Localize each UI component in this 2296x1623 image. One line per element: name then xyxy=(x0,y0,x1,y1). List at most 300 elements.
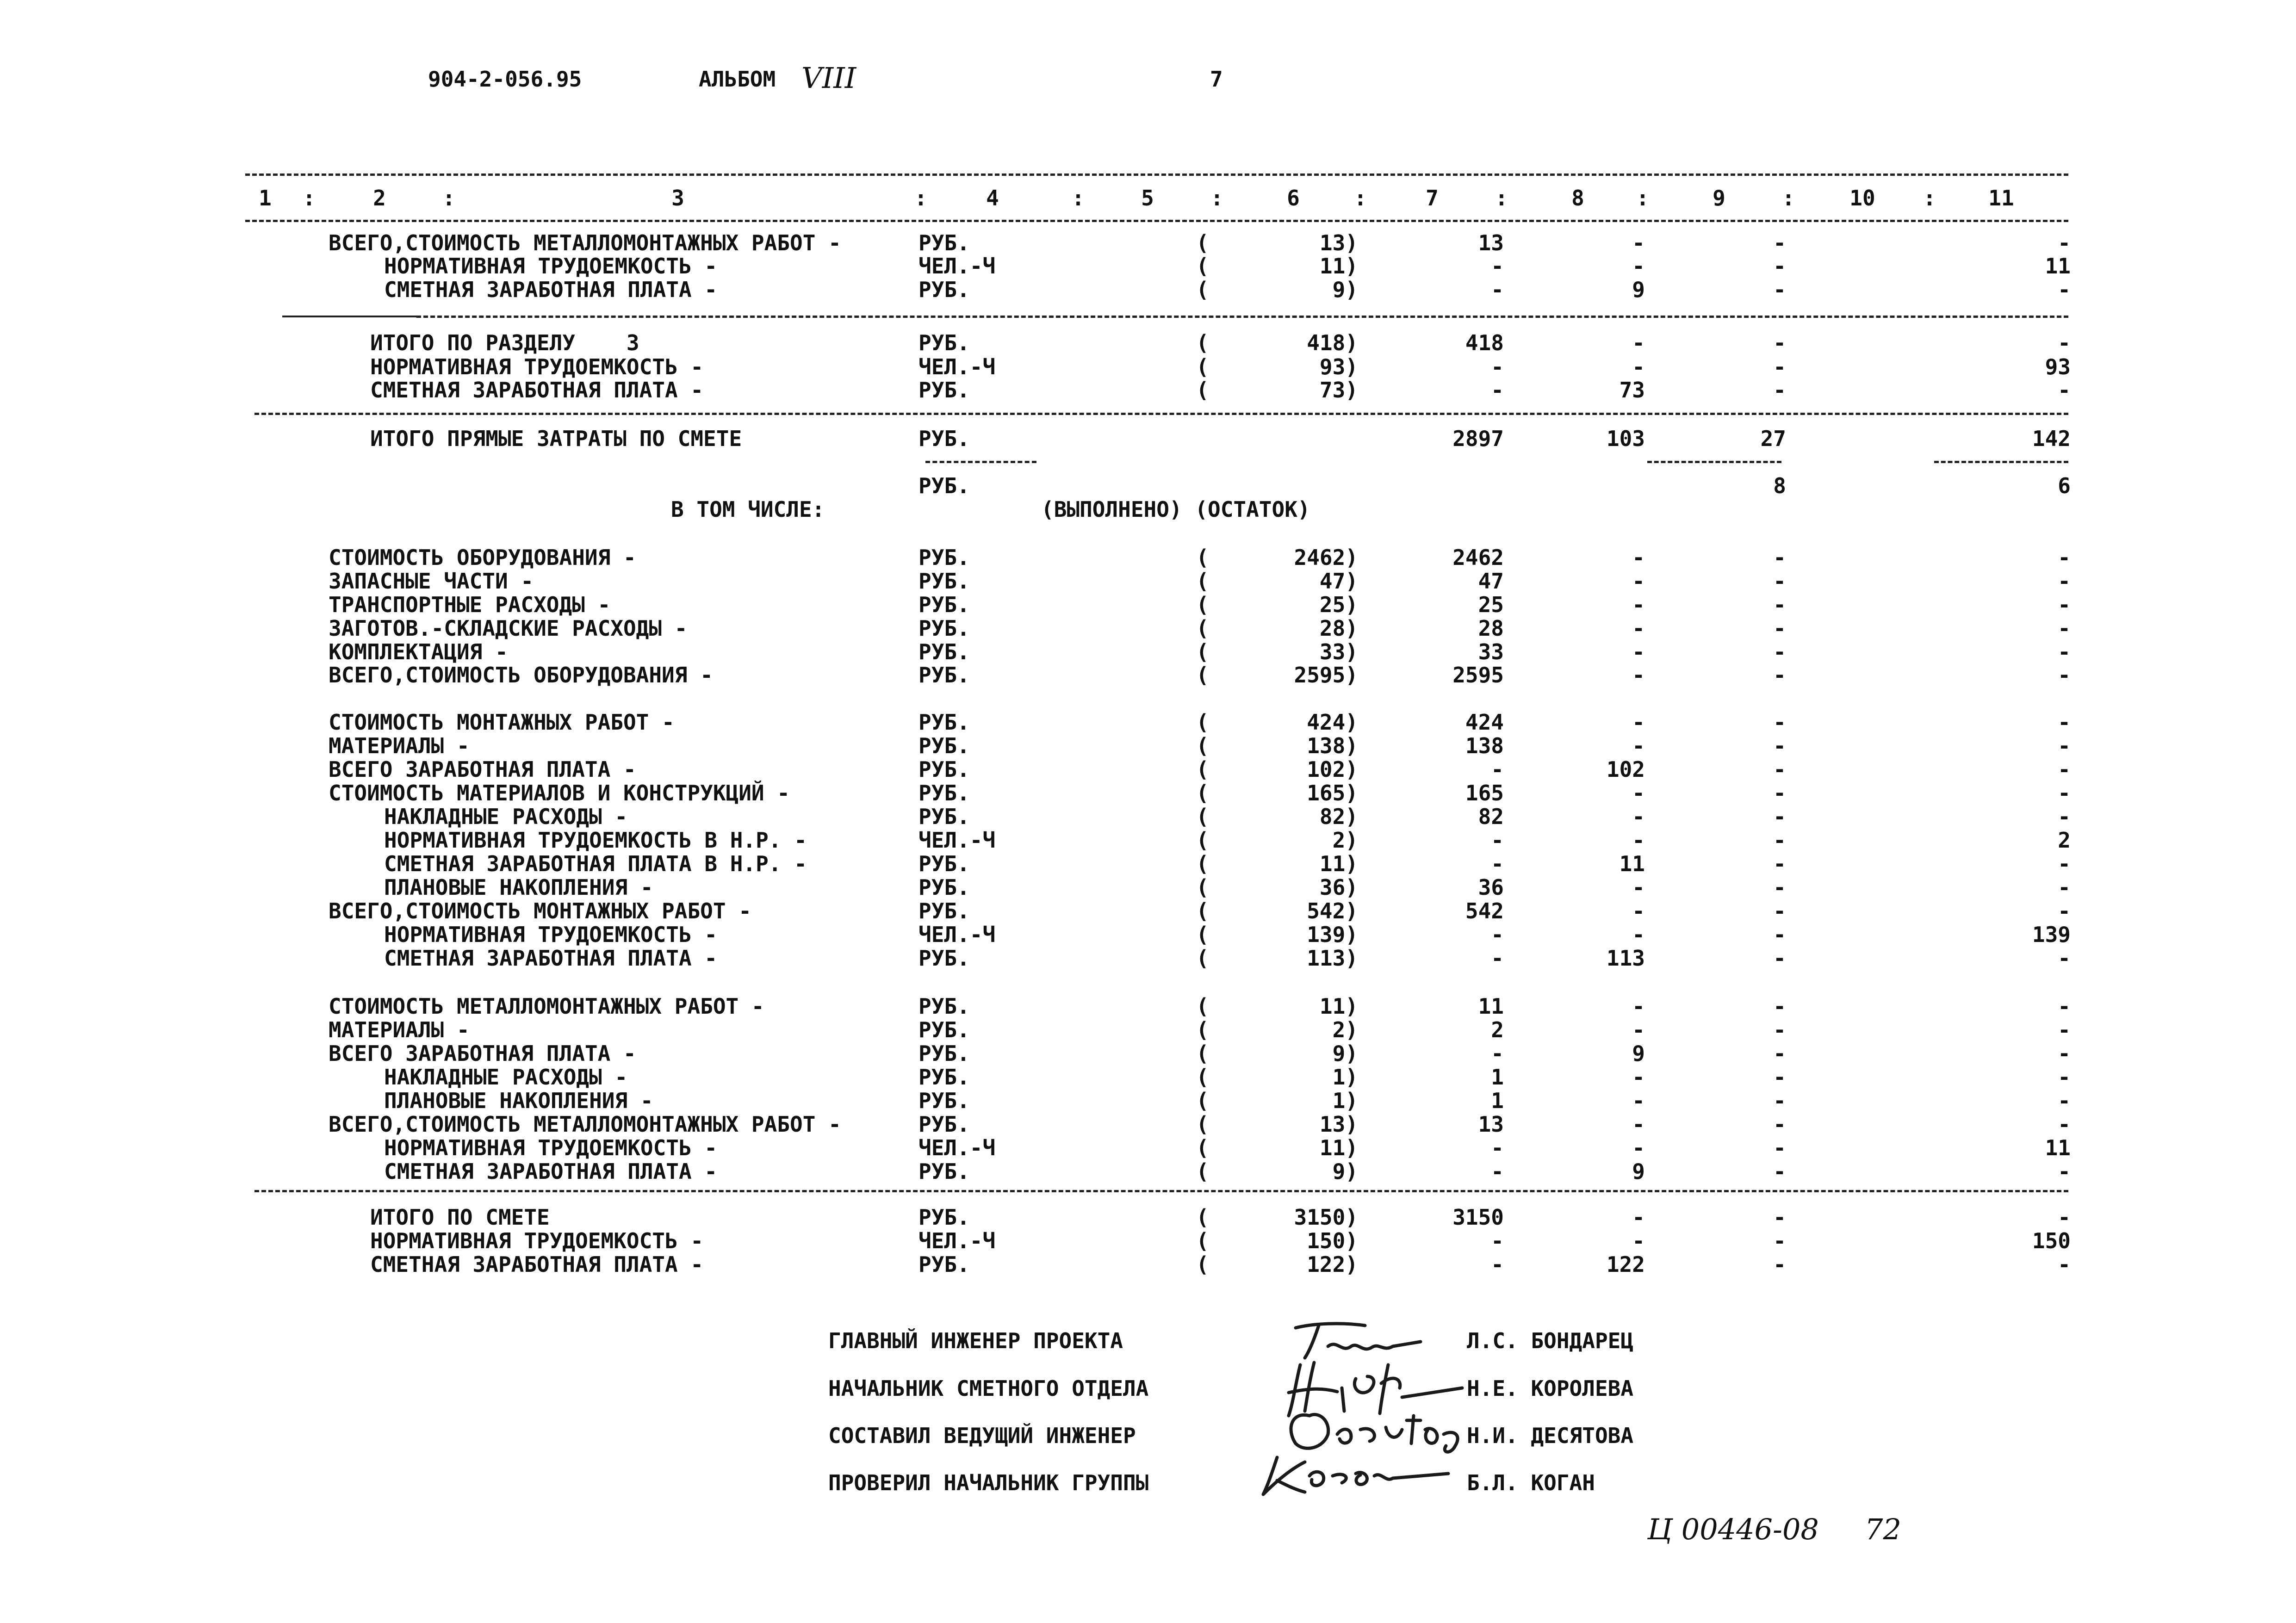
row-col6: 82) xyxy=(1319,804,1358,829)
row-col6: 165) xyxy=(1307,781,1358,805)
row-paren: ( xyxy=(1196,1228,1209,1253)
row-col9: - xyxy=(1773,330,1786,355)
row-label: НОРМАТИВНАЯ ТРУДОЕМКОСТЬ - xyxy=(384,254,718,279)
row-paren: ( xyxy=(1196,781,1209,805)
row-col11: 6 xyxy=(2058,473,2071,498)
row-col8: - xyxy=(1632,569,1645,594)
row-col7: 2897 xyxy=(1452,426,1504,451)
row-col11: 150 xyxy=(2032,1228,2071,1253)
row-col7: - xyxy=(1491,757,1504,782)
row-col7: 3150 xyxy=(1452,1205,1504,1230)
row-label: МАТЕРИАЛЫ - xyxy=(329,1017,470,1042)
row-col7: 36 xyxy=(1478,875,1504,900)
row-paren: ( xyxy=(1196,330,1209,355)
row-col11: - xyxy=(2058,330,2071,355)
row-unit: ЧЕЛ.-Ч xyxy=(918,922,996,947)
row-col11: - xyxy=(2058,1065,2071,1090)
row-col7: 47 xyxy=(1478,569,1504,594)
row-col6: 113) xyxy=(1307,946,1358,971)
row-col11: - xyxy=(2058,875,2071,900)
row-col8: - xyxy=(1632,710,1645,735)
row-unit: РУБ. xyxy=(918,1252,970,1277)
row-col7: 33 xyxy=(1478,639,1504,664)
row-unit: РУБ. xyxy=(918,616,970,641)
row-col8: - xyxy=(1632,1228,1645,1253)
section-rule xyxy=(282,316,416,317)
row-label: КОМПЛЕКТАЦИЯ - xyxy=(329,639,508,664)
row-col9: - xyxy=(1773,277,1786,302)
row-unit: РУБ. xyxy=(918,277,970,302)
row-col9: - xyxy=(1773,1112,1786,1137)
row-col7: - xyxy=(1491,354,1504,379)
row-unit: ЧЕЛ.-Ч xyxy=(918,1135,996,1160)
row-col8: 103 xyxy=(1606,426,1645,451)
row-col9: - xyxy=(1773,710,1786,735)
row-label: ПЛАНОВЫЕ НАКОПЛЕНИЯ - xyxy=(384,1088,653,1113)
row-paren: ( xyxy=(1196,733,1209,758)
row-label: НОРМАТИВНАЯ ТРУДОЕМКОСТЬ - xyxy=(370,1228,704,1253)
row-col8: 9 xyxy=(1632,1041,1645,1066)
row-col6: 13) xyxy=(1319,1112,1358,1137)
row-paren: ( xyxy=(1196,277,1209,302)
row-label: НОРМАТИВНАЯ ТРУДОЕМКОСТЬ В Н.Р. - xyxy=(384,828,807,853)
col-7: 7 xyxy=(1426,186,1439,211)
row-col7: - xyxy=(1491,254,1504,279)
row-col8: 9 xyxy=(1632,1159,1645,1184)
row-label: НОРМАТИВНАЯ ТРУДОЕМКОСТЬ - xyxy=(384,1135,718,1160)
row-col7: 2595 xyxy=(1452,663,1504,688)
row-unit: РУБ. xyxy=(918,230,970,255)
row-unit: РУБ. xyxy=(918,545,970,570)
row-col7: - xyxy=(1491,1228,1504,1253)
row-col7: 1 xyxy=(1491,1088,1504,1113)
row-col9: - xyxy=(1773,1228,1786,1253)
row-col9: - xyxy=(1773,875,1786,900)
row-col8: - xyxy=(1632,1135,1645,1160)
row-label: СМЕТНАЯ ЗАРАБОТНАЯ ПЛАТА - xyxy=(384,1159,718,1184)
row-col7: 424 xyxy=(1465,710,1504,735)
row-paren: ( xyxy=(1196,851,1209,876)
album-number-handwritten: VIII xyxy=(801,61,856,95)
row-paren: ( xyxy=(1196,828,1209,853)
row-col7: - xyxy=(1491,1135,1504,1160)
row-col11: - xyxy=(2058,1159,2071,1184)
col-sep: : xyxy=(1072,186,1085,211)
row-col9: - xyxy=(1773,1159,1786,1184)
row-col6: 542) xyxy=(1307,898,1358,923)
row-col7: - xyxy=(1491,1252,1504,1277)
col-sep: : xyxy=(442,186,455,211)
row-paren: ( xyxy=(1196,1041,1209,1066)
row-col11: - xyxy=(2058,1205,2071,1230)
row-col6: 1) xyxy=(1332,1065,1358,1090)
row-col6: 9) xyxy=(1332,1041,1358,1066)
row-paren: ( xyxy=(1196,1205,1209,1230)
doc-code: 904-2-056.95 xyxy=(428,67,582,92)
row-label: СМЕТНАЯ ЗАРАБОТНАЯ ПЛАТА - xyxy=(384,277,718,302)
row-unit: РУБ. xyxy=(918,1088,970,1113)
row-col9: - xyxy=(1773,828,1786,853)
row-col9: - xyxy=(1773,592,1786,617)
row-col6: 2462) xyxy=(1294,545,1358,570)
row-col11: - xyxy=(2058,1088,2071,1113)
row-label: ВСЕГО,СТОИМОСТЬ МОНТАЖНЫХ РАБОТ - xyxy=(329,898,751,923)
row-unit: РУБ. xyxy=(918,473,970,498)
row-col11: - xyxy=(2058,616,2071,641)
col-2: 2 xyxy=(373,186,386,211)
row-col6: 25) xyxy=(1319,592,1358,617)
row-col7: - xyxy=(1491,277,1504,302)
row-col11: - xyxy=(2058,230,2071,255)
row-paren: ( xyxy=(1196,616,1209,641)
row-col6: 2) xyxy=(1332,828,1358,853)
row-label: ИТОГО ПРЯМЫЕ ЗАТРАТЫ ПО СМЕТЕ xyxy=(370,426,742,451)
signature-kogan xyxy=(1259,1443,1453,1504)
row-col7: - xyxy=(1491,922,1504,947)
row-col8: - xyxy=(1632,230,1645,255)
row-label: ПЛАНОВЫЕ НАКОПЛЕНИЯ - xyxy=(384,875,653,900)
signature-role: ПРОВЕРИЛ НАЧАЛЬНИК ГРУППЫ xyxy=(828,1470,1149,1495)
col-sep: : xyxy=(1210,186,1223,211)
row-col11: - xyxy=(2058,378,2071,403)
row-paren: ( xyxy=(1196,875,1209,900)
row-col8: - xyxy=(1632,733,1645,758)
row-col9: - xyxy=(1773,254,1786,279)
row-paren: ( xyxy=(1196,663,1209,688)
row-col6: 9) xyxy=(1332,277,1358,302)
row-col6: 13) xyxy=(1319,230,1358,255)
signature-role: ГЛАВНЫЙ ИНЖЕНЕР ПРОЕКТА xyxy=(828,1328,1123,1353)
row-paren: ( xyxy=(1196,804,1209,829)
row-unit: РУБ. xyxy=(918,994,970,1019)
section-rule xyxy=(254,413,2068,415)
row-paren: ( xyxy=(1196,1088,1209,1113)
row-col6: 28) xyxy=(1319,616,1358,641)
row-paren: ( xyxy=(1196,994,1209,1019)
row-unit: РУБ. xyxy=(918,330,970,355)
archive-code: Ц 00446-08 xyxy=(1647,1512,1819,1546)
row-col6: 424) xyxy=(1307,710,1358,735)
row-col8: - xyxy=(1632,354,1645,379)
row-unit: ЧЕЛ.-Ч xyxy=(918,1228,996,1253)
row-col7: 82 xyxy=(1478,804,1504,829)
row-unit: РУБ. xyxy=(918,733,970,758)
row-col8: 9 xyxy=(1632,277,1645,302)
row-col9: 8 xyxy=(1773,473,1786,498)
row-col6: 36) xyxy=(1319,875,1358,900)
row-paren: ( xyxy=(1196,639,1209,664)
row-col6: 1) xyxy=(1332,1088,1358,1113)
row-unit: РУБ. xyxy=(918,875,970,900)
row-paren: ( xyxy=(1196,378,1209,403)
header-bottom-rule xyxy=(245,220,2068,222)
row-col6: 73) xyxy=(1319,378,1358,403)
row-col7: 13 xyxy=(1478,230,1504,255)
row-unit: ЧЕЛ.-Ч xyxy=(918,254,996,279)
col-8: 8 xyxy=(1571,186,1584,211)
row-label: СМЕТНАЯ ЗАРАБОТНАЯ ПЛАТА В Н.Р. - xyxy=(384,851,807,876)
row-col7: 165 xyxy=(1465,781,1504,805)
row-col9: - xyxy=(1773,922,1786,947)
row-col8: - xyxy=(1632,254,1645,279)
row-col7: 13 xyxy=(1478,1112,1504,1137)
row-col9: - xyxy=(1773,804,1786,829)
row-col9: - xyxy=(1773,569,1786,594)
row-label: СМЕТНАЯ ЗАРАБОТНАЯ ПЛАТА - xyxy=(384,946,718,971)
row-label: НОРМАТИВНАЯ ТРУДОЕМКОСТЬ - xyxy=(370,354,704,379)
subtotal-rule xyxy=(1647,461,1781,463)
row-col9: - xyxy=(1773,545,1786,570)
row-col6: 3150) xyxy=(1294,1205,1358,1230)
row-label: НАКЛАДНЫЕ РАСХОДЫ - xyxy=(384,1065,628,1090)
row-col11: - xyxy=(2058,639,2071,664)
row-col6: 150) xyxy=(1307,1228,1358,1253)
row-col9: - xyxy=(1773,1017,1786,1042)
row-col6: 138) xyxy=(1307,733,1358,758)
done-remaining-label: (ВЫПОЛНЕНО) (ОСТАТОК) xyxy=(1041,497,1310,522)
row-col8: - xyxy=(1632,994,1645,1019)
row-col7: - xyxy=(1491,378,1504,403)
row-col11: - xyxy=(2058,804,2071,829)
row-col11: - xyxy=(2058,757,2071,782)
row-col8: - xyxy=(1632,545,1645,570)
row-col8: - xyxy=(1632,330,1645,355)
col-11: 11 xyxy=(1988,186,2014,211)
row-paren: ( xyxy=(1196,354,1209,379)
row-col6: 11) xyxy=(1319,254,1358,279)
including-label: В ТОМ ЧИСЛЕ: xyxy=(671,497,825,522)
row-unit: РУБ. xyxy=(918,569,970,594)
row-label: ЗАПАСНЫЕ ЧАСТИ - xyxy=(329,569,534,594)
row-paren: ( xyxy=(1196,757,1209,782)
row-paren: ( xyxy=(1196,1065,1209,1090)
row-col11: - xyxy=(2058,946,2071,971)
row-col9: - xyxy=(1773,1088,1786,1113)
row-paren: ( xyxy=(1196,946,1209,971)
row-col6: 418) xyxy=(1307,330,1358,355)
row-col7: - xyxy=(1491,946,1504,971)
row-label: МАТЕРИАЛЫ - xyxy=(329,733,470,758)
row-col7: - xyxy=(1491,828,1504,853)
row-col11: - xyxy=(2058,851,2071,876)
row-col9: - xyxy=(1773,851,1786,876)
row-col7: 542 xyxy=(1465,898,1504,923)
row-unit: РУБ. xyxy=(918,710,970,735)
row-label: СТОИМОСТЬ МАТЕРИАЛОВ И КОНСТРУКЦИЙ - xyxy=(329,781,790,805)
row-col11: - xyxy=(2058,545,2071,570)
row-col7: 28 xyxy=(1478,616,1504,641)
row-col9: - xyxy=(1773,1135,1786,1160)
page-number: 7 xyxy=(1210,67,1223,92)
row-col11: 2 xyxy=(2058,828,2071,853)
row-col8: - xyxy=(1632,1088,1645,1113)
row-paren: ( xyxy=(1196,592,1209,617)
subtotal-rule xyxy=(925,461,1036,463)
col-sep: : xyxy=(1354,186,1367,211)
row-col7: 2 xyxy=(1491,1017,1504,1042)
row-col8: 113 xyxy=(1606,946,1645,971)
row-unit: РУБ. xyxy=(918,804,970,829)
row-col8: - xyxy=(1632,639,1645,664)
row-unit: РУБ. xyxy=(918,378,970,403)
row-col9: - xyxy=(1773,663,1786,688)
row-unit: РУБ. xyxy=(918,639,970,664)
row-col8: - xyxy=(1632,804,1645,829)
row-col8: - xyxy=(1632,898,1645,923)
subtotal-rule xyxy=(1934,461,2068,463)
row-col7: 25 xyxy=(1478,592,1504,617)
row-paren: ( xyxy=(1196,545,1209,570)
row-col9: - xyxy=(1773,616,1786,641)
signature-role: СОСТАВИЛ ВЕДУЩИЙ ИНЖЕНЕР xyxy=(828,1423,1136,1448)
col-sep: : xyxy=(1923,186,1936,211)
row-col9: - xyxy=(1773,733,1786,758)
row-col8: - xyxy=(1632,1017,1645,1042)
row-col11: - xyxy=(2058,569,2071,594)
row-label: СМЕТНАЯ ЗАРАБОТНАЯ ПЛАТА - xyxy=(370,1252,704,1277)
row-unit: РУБ. xyxy=(918,851,970,876)
row-paren: ( xyxy=(1196,1112,1209,1137)
col-sep: : xyxy=(914,186,927,211)
col-9: 9 xyxy=(1713,186,1725,211)
section-rule xyxy=(416,316,2068,318)
col-sep: : xyxy=(1636,186,1649,211)
row-col8: 122 xyxy=(1606,1252,1645,1277)
signature-name: Н.И. ДЕСЯТОВА xyxy=(1467,1423,1634,1448)
row-col11: - xyxy=(2058,898,2071,923)
row-col9: - xyxy=(1773,946,1786,971)
row-paren: ( xyxy=(1196,254,1209,279)
row-unit: РУБ. xyxy=(918,1041,970,1066)
row-col11: - xyxy=(2058,1041,2071,1066)
row-col6: 9) xyxy=(1332,1159,1358,1184)
row-col11: - xyxy=(2058,994,2071,1019)
section-rule xyxy=(254,1190,2068,1192)
row-paren: ( xyxy=(1196,1017,1209,1042)
row-col11: 139 xyxy=(2032,922,2071,947)
row-col6: 102) xyxy=(1307,757,1358,782)
row-col6: 122) xyxy=(1307,1252,1358,1277)
row-unit: ЧЕЛ.-Ч xyxy=(918,354,996,379)
row-label: ВСЕГО,СТОИМОСТЬ ОБОРУДОВАНИЯ - xyxy=(329,663,713,688)
row-label: ВСЕГО,СТОИМОСТЬ МЕТАЛЛОМОНТАЖНЫХ РАБОТ - xyxy=(329,1112,841,1137)
row-col11: 93 xyxy=(2045,354,2071,379)
row-col9: - xyxy=(1773,639,1786,664)
row-label: ТРАНСПОРТНЫЕ РАСХОДЫ - xyxy=(329,592,611,617)
row-col11: 142 xyxy=(2032,426,2071,451)
row-col11: 11 xyxy=(2045,254,2071,279)
row-col8: - xyxy=(1632,1205,1645,1230)
col-1: 1 xyxy=(259,186,272,211)
row-col11: - xyxy=(2058,1017,2071,1042)
row-paren: ( xyxy=(1196,710,1209,735)
row-unit: ЧЕЛ.-Ч xyxy=(918,828,996,853)
col-sep: : xyxy=(1782,186,1795,211)
row-col8: - xyxy=(1632,616,1645,641)
row-col11: 11 xyxy=(2045,1135,2071,1160)
row-col7: 11 xyxy=(1478,994,1504,1019)
row-col6: 33) xyxy=(1319,639,1358,664)
sheet-number: 72 xyxy=(1865,1512,1901,1546)
row-col7: 138 xyxy=(1465,733,1504,758)
row-paren: ( xyxy=(1196,230,1209,255)
row-label: СТОИМОСТЬ ОБОРУДОВАНИЯ - xyxy=(329,545,636,570)
row-paren: ( xyxy=(1196,1135,1209,1160)
row-unit: РУБ. xyxy=(918,592,970,617)
row-col8: - xyxy=(1632,1112,1645,1137)
row-unit: РУБ. xyxy=(918,757,970,782)
row-label: ИТОГО ПО СМЕТЕ xyxy=(370,1205,550,1230)
row-unit: РУБ. xyxy=(918,1112,970,1137)
row-col7: 418 xyxy=(1465,330,1504,355)
header-top-rule xyxy=(245,173,2068,176)
row-unit: РУБ. xyxy=(918,946,970,971)
row-col9: - xyxy=(1773,230,1786,255)
row-label: ВСЕГО,СТОИМОСТЬ МЕТАЛЛОМОНТАЖНЫХ РАБОТ - xyxy=(329,230,841,255)
row-unit: РУБ. xyxy=(918,1205,970,1230)
row-paren: ( xyxy=(1196,898,1209,923)
row-col11: - xyxy=(2058,733,2071,758)
row-unit: РУБ. xyxy=(918,663,970,688)
signature-name: Л.С. БОНДАРЕЦ xyxy=(1467,1328,1634,1353)
row-label: НОРМАТИВНАЯ ТРУДОЕМКОСТЬ - xyxy=(384,922,718,947)
row-label: ВСЕГО ЗАРАБОТНАЯ ПЛАТА - xyxy=(329,1041,636,1066)
row-unit: РУБ. xyxy=(918,1065,970,1090)
row-col6: 2) xyxy=(1332,1017,1358,1042)
row-col9: - xyxy=(1773,781,1786,805)
col-10: 10 xyxy=(1849,186,1875,211)
row-col11: - xyxy=(2058,1112,2071,1137)
row-col6: 11) xyxy=(1319,851,1358,876)
row-col7: - xyxy=(1491,851,1504,876)
row-unit: РУБ. xyxy=(918,426,970,451)
row-label: ЗАГОТОВ.-СКЛАДСКИЕ РАСХОДЫ - xyxy=(329,616,688,641)
col-3: 3 xyxy=(671,186,684,211)
row-unit: РУБ. xyxy=(918,1017,970,1042)
row-unit: РУБ. xyxy=(918,898,970,923)
row-paren: ( xyxy=(1196,569,1209,594)
row-col9: - xyxy=(1773,898,1786,923)
row-col8: 73 xyxy=(1619,378,1645,403)
row-col11: - xyxy=(2058,710,2071,735)
row-col9: - xyxy=(1773,1041,1786,1066)
row-label: ИТОГО ПО РАЗДЕЛУ 3 xyxy=(370,330,639,355)
row-col8: - xyxy=(1632,828,1645,853)
row-label: СТОИМОСТЬ МОНТАЖНЫХ РАБОТ - xyxy=(329,710,675,735)
row-col8: 102 xyxy=(1606,757,1645,782)
row-col9: - xyxy=(1773,1252,1786,1277)
row-col6: 93) xyxy=(1319,354,1358,379)
row-label: ВСЕГО ЗАРАБОТНАЯ ПЛАТА - xyxy=(329,757,636,782)
row-col11: - xyxy=(2058,277,2071,302)
row-col7: - xyxy=(1491,1159,1504,1184)
row-paren: ( xyxy=(1196,1159,1209,1184)
row-col8: 11 xyxy=(1619,851,1645,876)
col-6: 6 xyxy=(1287,186,1300,211)
row-col9: - xyxy=(1773,757,1786,782)
row-paren: ( xyxy=(1196,922,1209,947)
signature-name: Б.Л. КОГАН xyxy=(1467,1470,1595,1495)
row-col11: - xyxy=(2058,781,2071,805)
row-col9: 27 xyxy=(1760,426,1786,451)
col-4: 4 xyxy=(986,186,999,211)
row-unit: РУБ. xyxy=(918,781,970,805)
col-sep: : xyxy=(1495,186,1508,211)
row-col8: - xyxy=(1632,922,1645,947)
row-col9: - xyxy=(1773,994,1786,1019)
row-col11: - xyxy=(2058,663,2071,688)
row-col7: - xyxy=(1491,1041,1504,1066)
